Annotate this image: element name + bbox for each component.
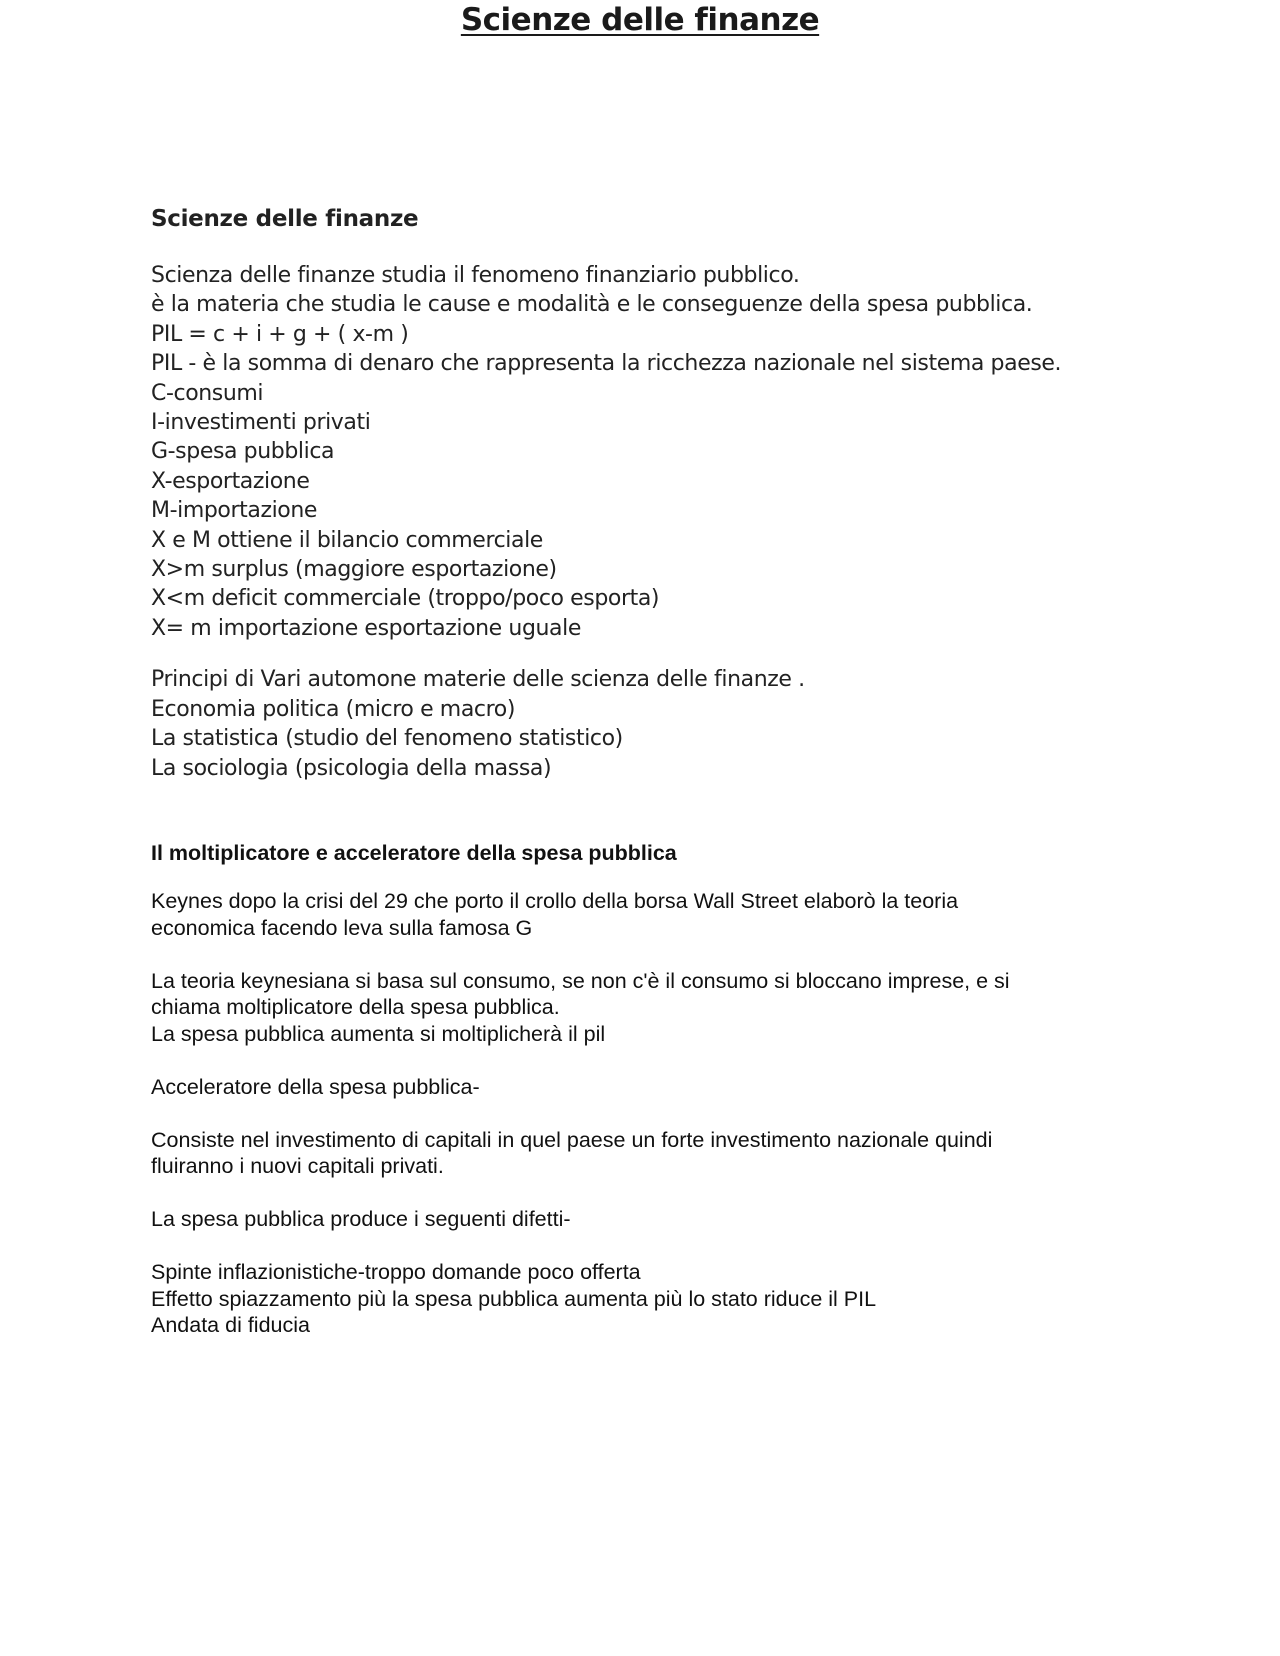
text-line: Scienza delle finanze studia il fenomeno finanziario pubblico.: [151, 263, 800, 288]
paragraph: [151, 888, 1111, 941]
text-line: X-esportazione: [151, 468, 310, 494]
principles-lines: [151, 665, 1151, 783]
paragraph: [151, 1259, 1111, 1339]
text-line: Spinte inflazionistiche-troppo domande poco offerta: [151, 1260, 641, 1284]
text-line: Effetto spiazzamento più la spesa pubblica aumenta più lo stato riduce il PIL: [151, 1286, 877, 1311]
page-title: Scienze delle finanze: [460, 2, 820, 38]
text-line: economica facendo leva sulla famosa G: [151, 915, 533, 940]
text-line: G-spesa pubblica: [151, 439, 335, 465]
paragraph: [151, 1127, 1111, 1180]
text-line: La spesa pubblica produce i seguenti difetti-: [151, 1207, 571, 1231]
text-line: X<m deficit commerciale (troppo/poco esporta): [151, 586, 660, 612]
text-line: X= m importazione esportazione uguale: [151, 615, 581, 641]
text-line: La sociologia (psicologia della massa): [151, 755, 552, 781]
text-line: X e M ottiene il bilancio commerciale: [151, 527, 543, 553]
section-heading: Scienze delle finanze: [151, 206, 419, 232]
text-line: X>m surplus (maggiore esportazione): [151, 557, 557, 583]
text-line: C-consumi: [151, 380, 264, 406]
text-line: Andata di fiducia: [151, 1313, 310, 1337]
text-line: Economia politica (micro e macro): [151, 696, 516, 722]
text-line: La spesa pubblica aumenta si moltiplicherà il pil: [151, 1021, 606, 1046]
section-heading: Il moltiplicatore e acceleratore della spesa pubblica: [151, 841, 677, 865]
section-multiplier: [151, 838, 1111, 1365]
text-line: PIL - è la somma di denaro che rappresenta la ricchezza nazionale nel sistema paese.: [151, 351, 1062, 377]
text-line: Acceleratore della spesa pubblica-: [151, 1074, 480, 1099]
text-line: La statistica (studio del fenomeno statistico): [151, 726, 623, 752]
paragraph: [151, 1206, 1111, 1233]
text-line: Consiste nel investimento di capitali in quel paese un forte investimento nazionale quindi: [151, 1127, 993, 1152]
text-line: è la materia che studia le cause e modalità e le conseguenze della spesa pubblica.: [151, 292, 1033, 318]
intro-lines: [151, 261, 1151, 643]
pil-formula: PIL = c + i + g + ( x-m ): [151, 321, 409, 347]
text-line: Principi di Vari automone materie delle scienza delle finanze .: [151, 667, 805, 693]
section-intro: [151, 202, 1151, 783]
paragraph: [151, 968, 1111, 1048]
text-line: Keynes dopo la crisi del 29 che porto il crollo della borsa Wall Street elaborò la teoria: [151, 889, 959, 913]
spacer: [151, 643, 1151, 665]
text-line: M-importazione: [151, 498, 318, 524]
text-line: chiama moltiplicatore della spesa pubblica.: [151, 995, 560, 1019]
text-line: fluiranno i nuovi capitali privati.: [151, 1154, 444, 1178]
text-line: I-investimenti privati: [151, 410, 371, 436]
text-line: La teoria keynesiana si basa sul consumo, se non c'è il consumo si bloccano imprese, e si: [151, 968, 1010, 993]
paragraph: [151, 1074, 1111, 1101]
